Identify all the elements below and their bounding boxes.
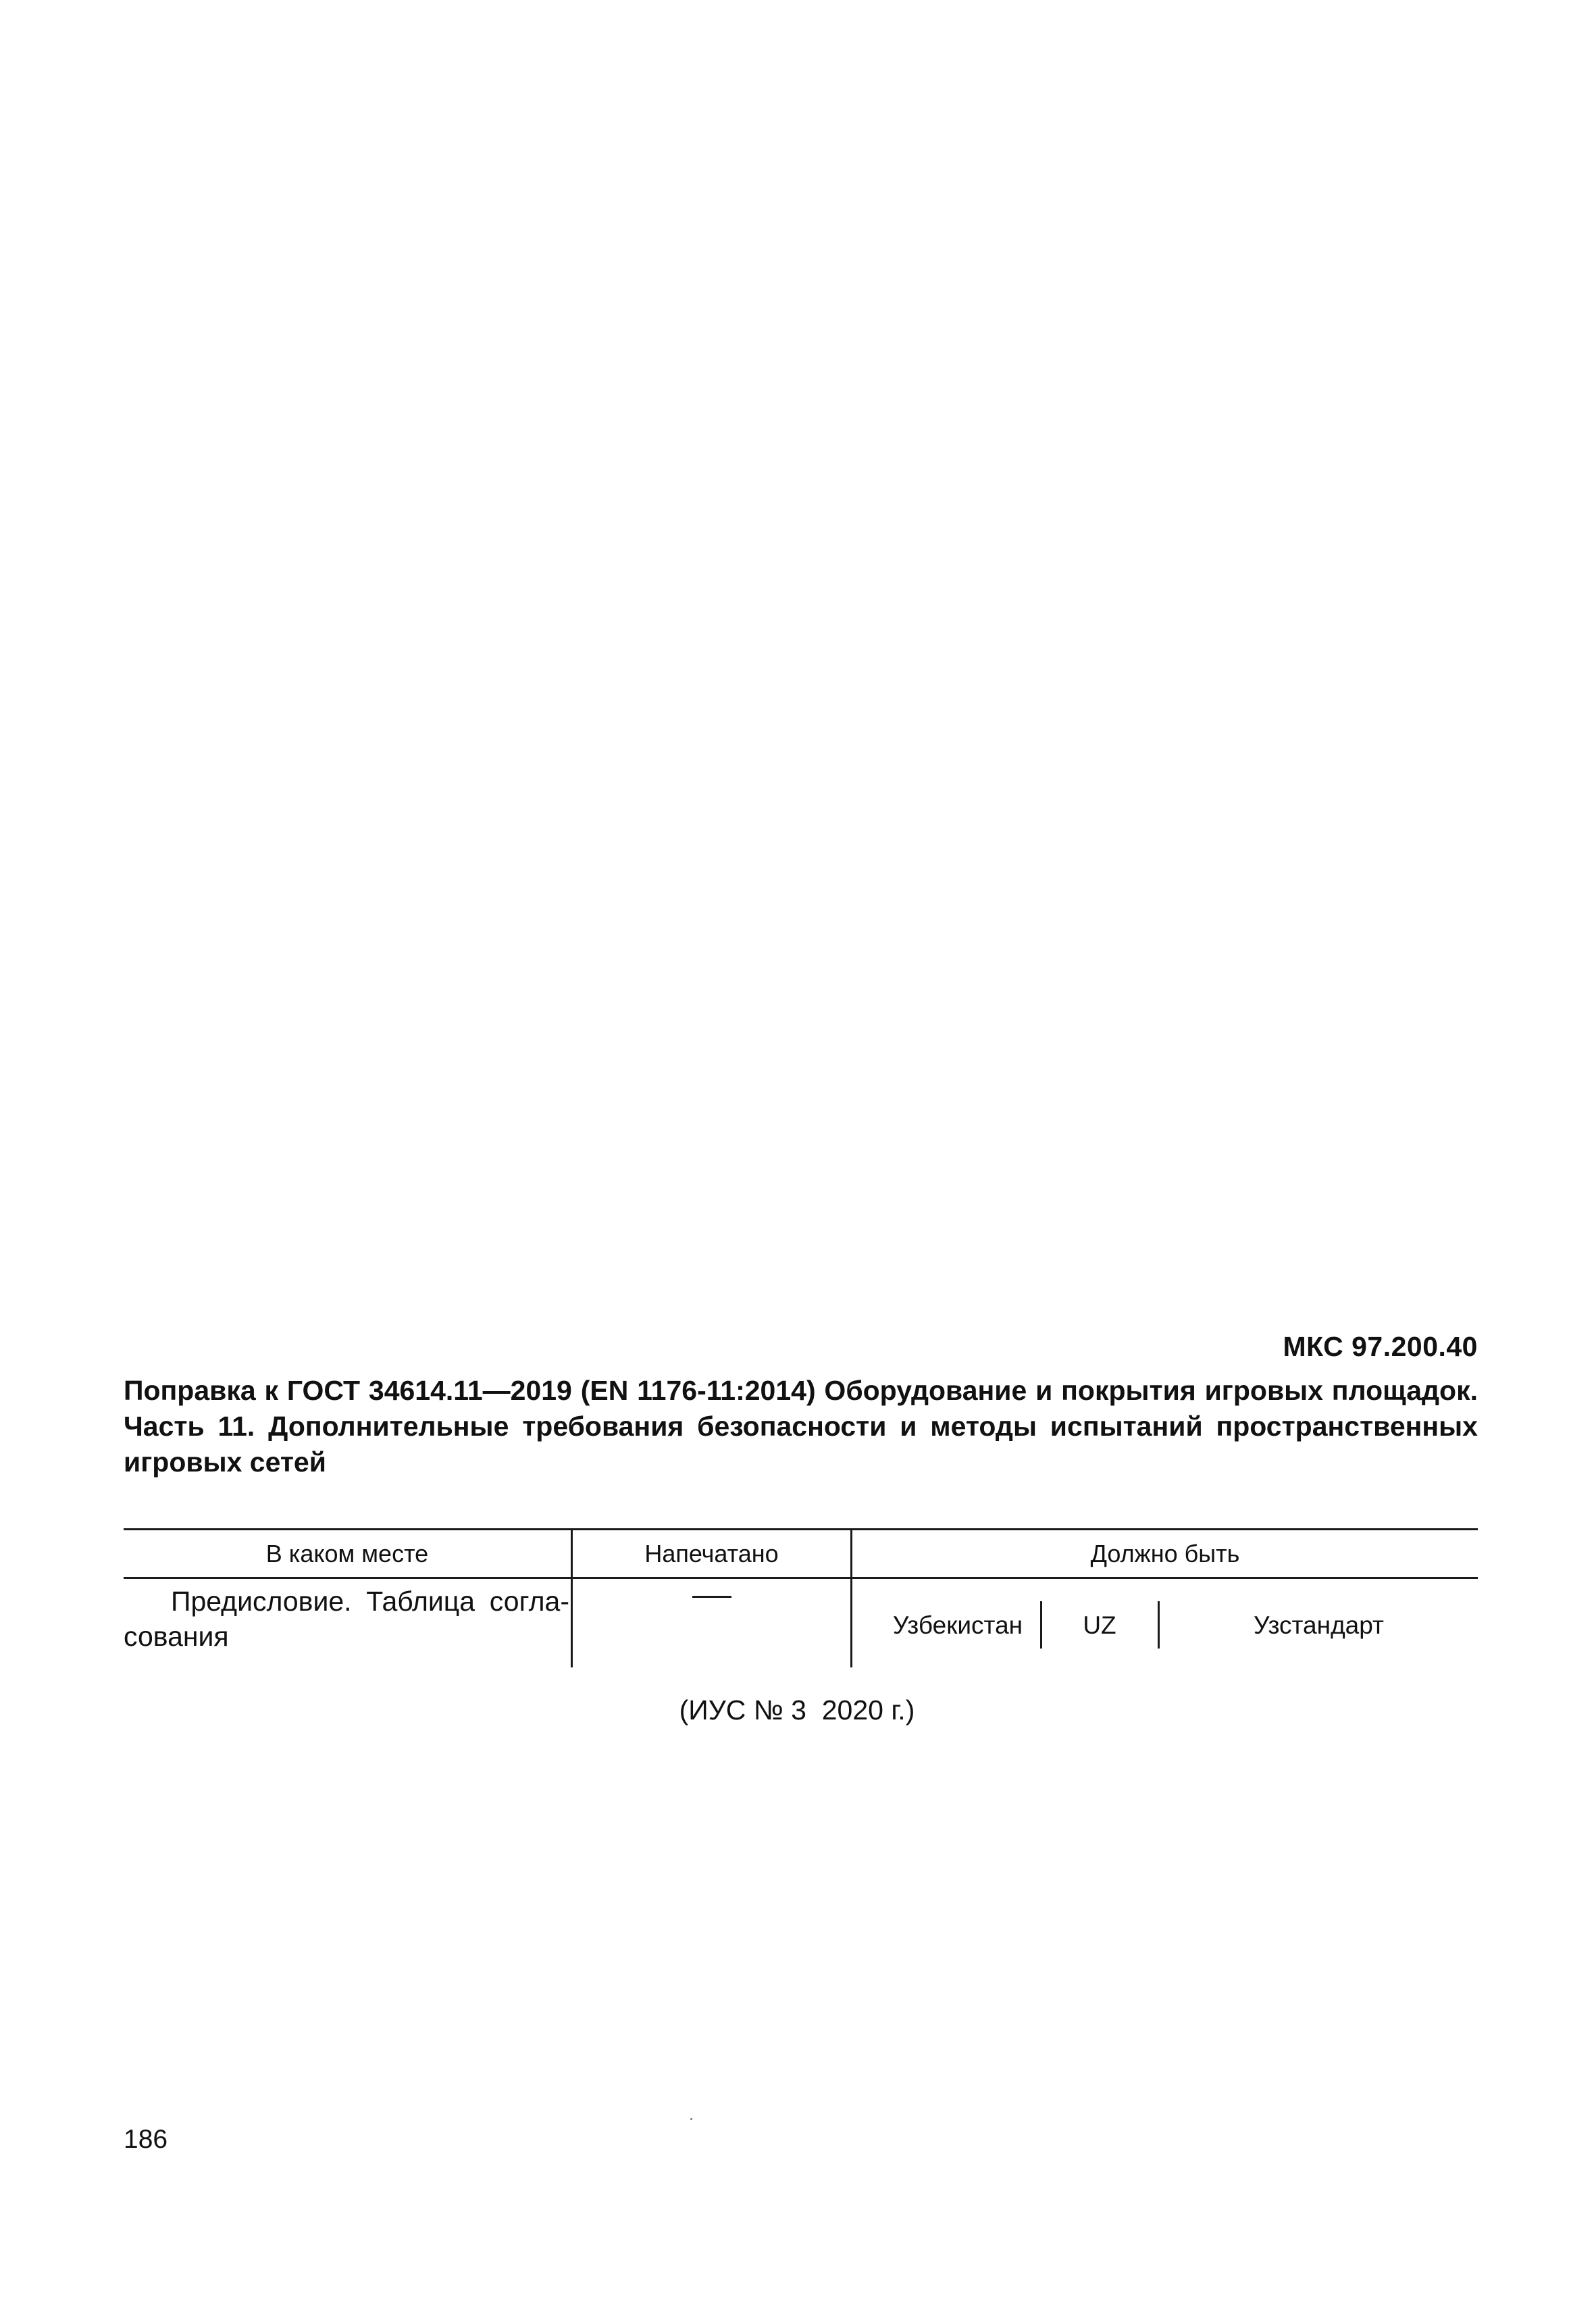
should-be-country: Узбекистан [892,1611,1023,1639]
header-should-be: Должно быть [1090,1540,1240,1567]
header-printed: Напечатано [644,1540,779,1567]
should-be-agency: Узстандарт [1254,1611,1384,1639]
where-line-1: Предисловие. Таблица согла- [171,1586,569,1617]
title-line-3: игровых сетей [124,1447,326,1478]
where-line-2: сования [124,1621,229,1652]
table-row-where [124,1584,569,1654]
page-number: 186 [124,2125,168,2154]
scan-speck [690,2118,692,2120]
amendment-title [124,1373,1478,1480]
correction-table [124,1528,1478,1667]
classification-code: МКС 97.200.40 [1283,1331,1478,1362]
printed-dash [692,1596,731,1598]
table-header-rule [124,1577,1478,1579]
title-line-1: Поправка к ГОСТ 34614.11—2019 (EN 1176-11:2014) Оборудование и покрытия игровых площадок. [124,1375,1478,1406]
should-be-code: UZ [1083,1611,1116,1639]
title-line-2: Часть 11. Дополнительные требования безопасности и методы испытаний пространственных [124,1411,1478,1442]
source-reference: (ИУС № 3 2020 г.) [679,1694,915,1726]
header-where: В каком месте [265,1540,429,1567]
